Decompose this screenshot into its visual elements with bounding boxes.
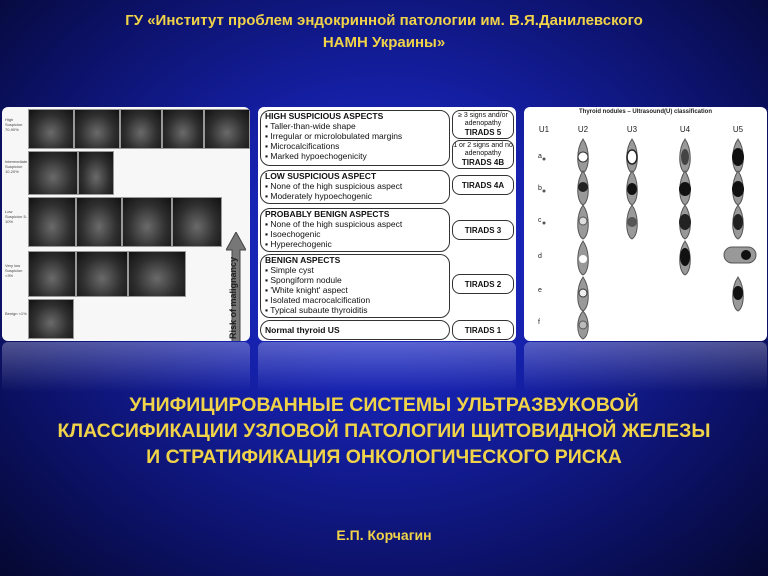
box-item: ▪ Taller-than-wide shape (265, 121, 356, 131)
tirads-table-panel (258, 107, 516, 341)
u-classification-panel (524, 107, 767, 341)
ultrasound-image (74, 109, 120, 149)
institution-header (0, 10, 768, 54)
column-u1: U1 (538, 125, 550, 134)
nodule-diagram (524, 107, 767, 341)
ultrasound-image (28, 151, 78, 195)
box-item: ▪ Isoechogenic (265, 229, 321, 239)
probably-benign-box (260, 208, 450, 252)
title-line-1: УНИФИЦИРОВАННЫЕ СИСТЕМЫ УЛЬТРАЗВУКОВОЙ (129, 394, 639, 416)
institution-line-2: НАМН Украины» (322, 34, 446, 51)
row-label-very-low: Very low Suspicion <3% (5, 263, 23, 278)
low-suspicion-row (2, 197, 250, 249)
low-suspicious-box (260, 170, 450, 204)
author-name: Е.П. Корчагин (336, 527, 432, 543)
panel-reflection (258, 342, 516, 392)
box-item: ▪ Marked hypoechogenicity (265, 151, 367, 161)
benign-row (2, 299, 250, 339)
column-u3: U3 (626, 125, 638, 134)
title-line-3: И СТРАТИФИКАЦИЯ ОНКОЛОГИЧЕСКОГО РИСКА (146, 446, 622, 468)
ultrasound-image (172, 197, 222, 247)
box-item: ▪ Simple cyst (265, 265, 314, 275)
ultrasound-image (128, 251, 186, 297)
box-title: HIGH SUSPICIOUS ASPECTS (265, 111, 384, 121)
box-item: ▪ Irregular or microlobulated margins (265, 131, 403, 141)
ultrasound-image (120, 109, 162, 149)
ultrasound-image (78, 151, 114, 195)
presentation-title (0, 392, 768, 470)
box-item: ▪ Typical subaute thyroiditis (265, 305, 368, 315)
row-label-benign: Benign <1% (5, 311, 27, 316)
ultrasound-image (28, 109, 74, 149)
row-c: c (538, 217, 542, 224)
u5-nodules (724, 139, 756, 311)
panel-reflection (2, 342, 250, 392)
ultrasound-image (28, 197, 76, 247)
tirads-label: TIRADS 4A (461, 180, 505, 190)
row-f: f (538, 319, 540, 326)
box-item: ▪ Hyperechogenic (265, 239, 332, 249)
row-label-intermediate: Intermediate Suspicion 10-20% (5, 159, 28, 174)
box-item: ▪ None of the high suspicious aspect (265, 219, 403, 229)
high-suspicion-row (2, 109, 250, 149)
tirads-note: 1 or 2 signs and no adenopathy (453, 142, 513, 157)
tirads-label: TIRADS 4B (461, 158, 505, 167)
u2-nodules (578, 139, 589, 339)
tirads-label: TIRADS 5 (464, 128, 502, 137)
column-u4: U4 (679, 125, 691, 134)
row-a: a (538, 153, 542, 160)
u3-nodules (627, 139, 638, 239)
box-item: ▪ Moderately hypoechogenic (265, 191, 372, 201)
row-d: d (538, 253, 542, 260)
column-u5: U5 (732, 125, 744, 134)
u4-nodules (679, 139, 691, 275)
ultrasound-image (122, 197, 172, 247)
tirads-4a-box (452, 175, 514, 195)
box-title: Normal thyroid US (265, 325, 340, 335)
tirads-label: TIRADS 2 (464, 279, 502, 289)
ultrasound-images-panel (2, 107, 250, 341)
institution-line-1: ГУ «Институт проблем эндокринной патологии им. В.Я.Данилевского (125, 12, 643, 29)
very-low-suspicion-row (2, 251, 250, 297)
normal-thyroid-box (260, 320, 450, 340)
benign-box (260, 254, 450, 318)
tirads-note: ≥ 3 signs and/or adenopathy (458, 112, 508, 127)
row-label-high: High Suspicion 70-90% (5, 117, 23, 132)
risk-of-malignancy-label: Risk of malignancy (228, 256, 238, 339)
u1-markers (543, 158, 546, 225)
classification-title: Thyroid nodules – Ultrasound(U) classification (578, 109, 713, 115)
tirads-4b-box (452, 140, 514, 169)
tirads-label: TIRADS 3 (464, 225, 502, 235)
tirads-5-box (452, 110, 514, 139)
box-item: ▪ 'White knight' aspect (265, 285, 348, 295)
row-label-low: Low Suspicion 5-10% (5, 209, 28, 224)
intermediate-suspicion-row (2, 151, 250, 195)
ultrasound-image (204, 109, 250, 149)
ultrasound-image (28, 251, 76, 297)
ultrasound-image (76, 197, 122, 247)
box-item: ▪ Microcalcifications (265, 141, 340, 151)
box-title: BENIGN ASPECTS (265, 255, 341, 265)
tirads-1-box (452, 320, 514, 340)
box-item: ▪ Isolated macrocalcification (265, 295, 371, 305)
panel-reflection (524, 342, 767, 392)
tirads-2-box (452, 274, 514, 294)
box-title: PROBABLY BENIGN ASPECTS (265, 209, 390, 219)
tirads-label: TIRADS 1 (464, 325, 502, 335)
column-u2: U2 (577, 125, 589, 134)
row-e: e (538, 287, 542, 294)
ultrasound-image (162, 109, 204, 149)
box-item: ▪ None of the high suspicious aspect (265, 181, 403, 191)
high-suspicious-box (260, 110, 450, 166)
ultrasound-image (28, 299, 74, 339)
tirads-3-box (452, 220, 514, 240)
title-line-2: КЛАССИФИКАЦИИ УЗЛОВОЙ ПАТОЛОГИИ ЩИТОВИДНОЙ ЖЕЛЕЗЫ (57, 420, 711, 442)
box-item: ▪ Spongiform nodule (265, 275, 342, 285)
row-b: b (538, 185, 542, 192)
box-title: LOW SUSPICIOUS ASPECT (265, 171, 377, 181)
ultrasound-image (76, 251, 128, 297)
